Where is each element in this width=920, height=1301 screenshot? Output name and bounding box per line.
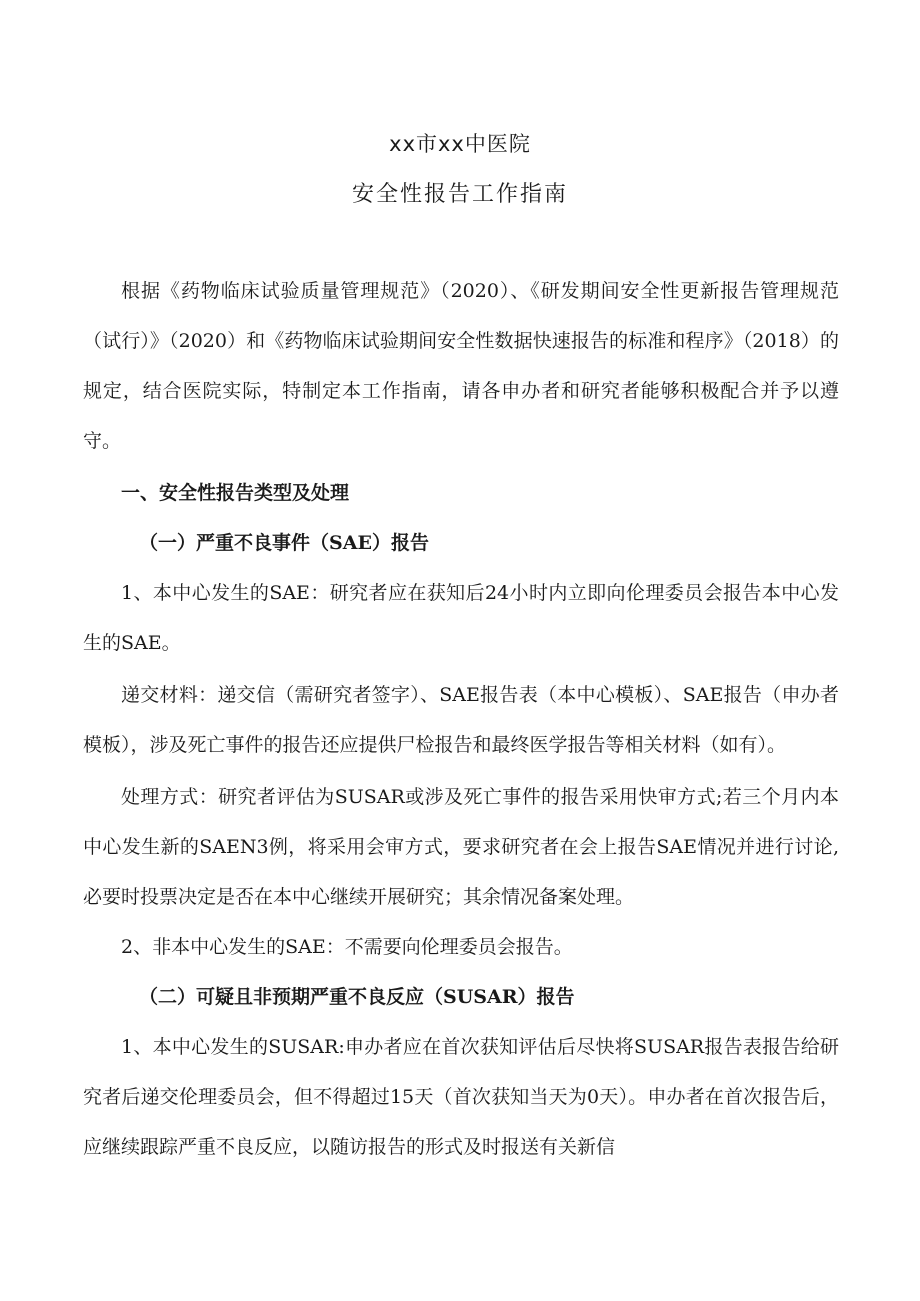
subsection-heading-susar: （二）可疑且非预期严重不良反应（SUSAR）报告 xyxy=(139,986,575,1008)
sae-materials-paragraph: 递交材料：递交信（需研究者签字）、SAE报告表（本中心模板）、SAE报告（申办者模板），涉及死亡事件的报告还应提供尸检报告和最终医学报告等相关材料（如有）。 xyxy=(83,684,839,756)
organization-name: xx市xx中医院 xyxy=(389,132,531,156)
sae-paragraph-1: 1、本中心发生的SAE：研究者应在获知后24小时内立即向伦理委员会报告本中心发生的SAE。 xyxy=(83,582,839,654)
intro-paragraph: 根据《药物临床试验质量管理规范》（2020）、《研发期间安全性更新报告管理规范（试行）》（2020）和《药物临床试验期间安全性数据快速报告的标准和程序》（2018）的规定，结合医院实际，特制定本工作指南，请各申办者和研究者能够积极配合并予以遵守。 xyxy=(83,280,839,452)
sae-handling-paragraph: 处理方式：研究者评估为SUSAR或涉及死亡事件的报告采用快审方式;若三个月内本中心发生新的SAEN3例，将采用会审方式，要求研究者在会上报告SAE情况并进行讨论,必要时投票决定是否在本中心继续开展研究；其余情况备案处理。 xyxy=(83,786,839,908)
document-body xyxy=(83,266,839,1172)
sae-paragraph-2: 2、非本中心发生的SAE：不需要向伦理委员会报告。 xyxy=(121,936,573,958)
subsection-heading-sae: （一）严重不良事件（SAE）报告 xyxy=(139,532,429,554)
document-title: 安全性报告工作指南 xyxy=(351,182,568,207)
susar-paragraph-1: 1、本中心发生的SUSAR:申办者应在首次获知评估后尽快将SUSAR报告表报告给研究者后递交伦理委员会，但不得超过15天（首次获知当天为0天）。申办者在首次报告后，应继续跟踪严重不良反应，以随访报告的形式及时报送有关新信 xyxy=(83,1036,839,1158)
section-heading: 一、安全性报告类型及处理 xyxy=(121,482,350,504)
